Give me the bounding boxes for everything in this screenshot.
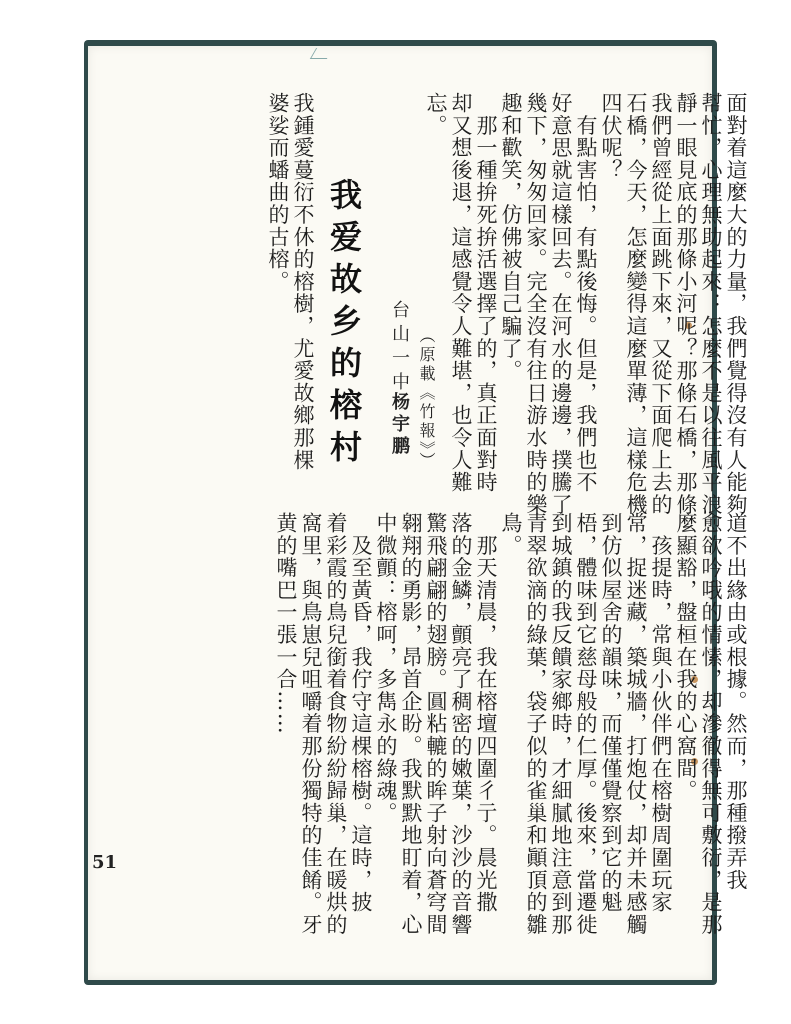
paragraph-banyan-intro: 我鍾愛蔓衍不休的榕樹，尤愛故鄉那棵 婆娑而蟠曲的古榕。 <box>266 92 315 472</box>
source-note: （原載《竹報》） <box>417 327 436 471</box>
author-name: 杨宇鹏 <box>389 392 410 458</box>
author-school: 台山一中 <box>389 300 410 396</box>
paragraph-flood: 面對着這麼大的力量，我們覺得沒有人能夠 幇忙，心理無助起來：怎麼不是以往風平浪 靜一眼見底的那條小河呢？那條石橋，那條 我們曾經從上面跳下來，又從下面爬上去的 石橋，今天，怎麼變得這麼單薄，這樣危機 四伏呢？ 有點害怕，有點後悔。但是，我們也不 好意思就這樣回去。在河水的邊邊，撲騰了 幾下，匆匆回家。完全沒有往日游水時的樂 趣和歡笑，仿佛被自己騙了。 那一種拚死拚活選擇了的，真正面對時 却又想後退，這感覺令人難堪，也令人難 忘。 <box>424 92 748 516</box>
page-fold-mark <box>310 48 333 59</box>
page-number: 51 <box>92 852 118 873</box>
paragraph-banyan-memories: 道不出緣由或根據。然而，那種撥弄我 愈欲吟哦的情愫，却滲徹得無可敷衍，是那 麼顯豁，盤桓在我的心窩間。 孩提時，常與小伙伴們在榕樹周圍玩家 常，捉迷藏，築城牆，打炮仗，却并未感觸 到仿似屋舍的韻味，而僅僅覺察到它的魁 梧，體味到它慈母般的仁厚。後來，當遷徙 到城鎮的我反饋家鄉時，才細膩地注意到那 青翠欲滴的綠葉，袋子似的雀巢和顚頂的雛 鳥。 那天清晨，我在榕壇四圍彳亍。晨光撒 落的金鱗，顫亮了稠密的嫩葉，沙沙的音響 驚飛翩翩的翅膀。圓粘轆的眸子射向蒼穹間 翱翔的勇影，昂首企盼。我默默地盯着，心 中微顫：榕呵，多雋永的綠魂。 及至黃昏，我佇守這棵榕樹。這時，披 着彩霞的鳥兒銜着食物紛紛歸巢，在暖烘的 窩里，與鳥崽兒咀嚼着那份獨特的佳餚。牙 黄的嘴巴一張一合…… <box>274 512 748 936</box>
article-title: 我爱故乡的榕村 <box>325 178 363 472</box>
